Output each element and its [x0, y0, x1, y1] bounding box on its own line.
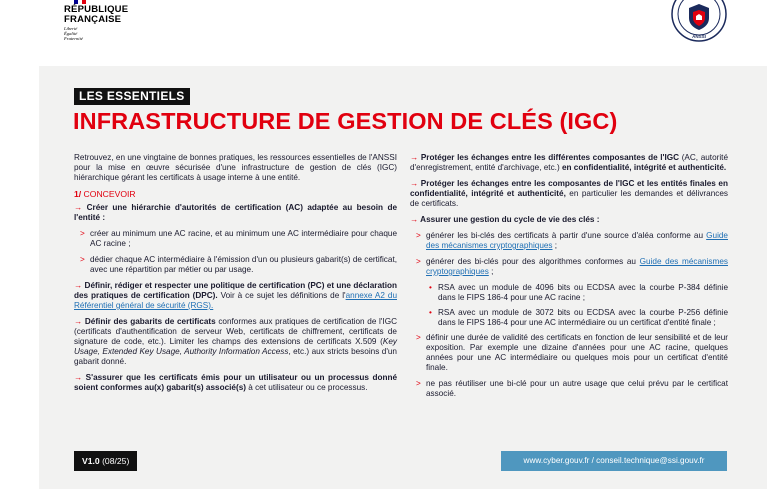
arrow-right-icon: →	[410, 179, 421, 188]
practice-bold: en confidentialité, intégrité et authenticité.	[561, 163, 727, 172]
sub-item-end: ;	[552, 241, 558, 250]
chevron-right-icon: >	[416, 257, 421, 266]
logo-line-2: FRANÇAISE	[64, 14, 122, 25]
republic-motto	[64, 26, 83, 42]
chevron-right-icon: >	[416, 333, 421, 342]
section-heading	[74, 189, 397, 199]
practice-text: (AC, autorité d'enregistrement, entité d'archivage, etc.)	[410, 153, 729, 172]
practice-text: conformes aux pratiques de certification de l'IGC (certificats d'authentification de serveur Web, certificats de chiffrement, certificats de signature de code, etc.). Limiter les champs des extensions de certificats X.509 (	[74, 317, 397, 346]
practice-item	[410, 179, 728, 209]
arrow-right-icon: →	[74, 281, 85, 290]
version-number: V1.0	[82, 456, 100, 466]
right-column	[410, 153, 728, 405]
bullet-icon: •	[429, 283, 432, 292]
intro-paragraph: Retrouvez, en une vingtaine de bonnes pratiques, les ressources essentielles de l'ANSSI pour la mise en œuvre sécurisée d'une infrastructure de gestion de clés (IGC) hiérarchique gérant les certificats à usage interne à une entité.	[74, 153, 397, 182]
seal-label: ANSSI	[692, 34, 706, 39]
bullet-text: RSA avec un module de 3072 bits ou ECDSA avec la courbe P-256 définie dans le FIPS 186-4 pour une AC intermédiaire ou un certificat d'entité finale ;	[438, 308, 728, 327]
sub-item-text: générer des bi-clés pour des algorithmes conformes au	[426, 257, 640, 266]
section-number: 1/	[74, 189, 82, 199]
practice-bold: Définir des gabarits de certificats	[84, 317, 216, 326]
practice-text: Voir à ce sujet les définitions de l'	[217, 291, 346, 300]
sub-item-text: générer les bi-clés des certificats à partir d'une source d'aléa conforme au	[426, 231, 707, 240]
motto-liberte: Liberté	[64, 26, 78, 31]
sub-item	[410, 231, 728, 251]
section-label: CONCEVOIR	[81, 189, 136, 199]
sub-item-text: ne pas réutiliser une bi-clé pour un autre usage que celui prévu par le certificat associé.	[426, 379, 728, 398]
practice-bold: Assurer une gestion du cycle de vie des clés :	[420, 215, 600, 224]
chevron-right-icon: >	[416, 379, 421, 388]
crypto-guide-link[interactable]: Guide des mécanismes cryptographiques	[426, 257, 728, 276]
sub-item-end: ;	[488, 267, 494, 276]
header	[0, 0, 767, 62]
sub-item	[410, 379, 728, 399]
anssi-seal-icon	[671, 0, 727, 42]
republique-francaise-logo	[64, 5, 128, 25]
sub-item-text: définir une durée de validité des certificats en fonction de leur sensibilité et de leur exposition. Par exemple une dizaine d'années pour une AC racine, quelques années pour une AC intermédiaire ou quelques mois pour un certificat d'entité finale.	[426, 333, 728, 372]
practice-bold: Protéger les échanges entre les différentes composantes de l'IGC	[420, 153, 680, 162]
sub-item-text: créer au minimum une AC racine, et au minimum une AC intermédiaire pour chaque AC racine ;	[90, 229, 397, 248]
arrow-right-icon: →	[74, 317, 85, 326]
motto-egalite: Égalité	[64, 31, 78, 37]
practice-item	[410, 153, 728, 173]
practice-text: à cet utilisateur ou ce processus.	[245, 383, 368, 392]
practice-text: , etc.) aux stricts besoins d'un gabarit donné.	[74, 347, 397, 366]
practice-italic: Key Usage, Extended Key Usage, Authority Information Access	[74, 337, 397, 356]
practice-item	[74, 203, 397, 223]
logo-line-1: RÉPUBLIQUE	[64, 4, 129, 15]
bullet-icon: •	[429, 308, 432, 317]
sub-item	[410, 333, 728, 373]
arrow-right-icon: →	[74, 373, 86, 382]
crypto-guide-link[interactable]: Guide des mécanismes cryptographiques	[426, 231, 728, 250]
chevron-right-icon: >	[416, 231, 421, 240]
version-date: (08/25)	[99, 456, 130, 466]
sub-item	[74, 255, 397, 275]
essentials-tag: LES ESSENTIELS	[74, 88, 190, 105]
practice-text: en particulier les demandes et délivrances de certificats.	[410, 189, 728, 208]
version-badge	[74, 451, 137, 471]
bullet-item	[410, 308, 728, 328]
sub-item-text: dédier chaque AC intermédiaire à l'émission d'un ou plusieurs gabarit(s) de certificat, avec une répartition par métier ou par usage.	[90, 255, 397, 274]
chevron-right-icon: >	[80, 229, 85, 238]
bullet-item	[410, 283, 728, 303]
practice-item	[74, 317, 397, 367]
practice-bold: Définir, rédiger et respecter une politique de certification (PC) et une déclaration des pratiques de certification (DPC).	[74, 281, 397, 300]
arrow-right-icon: →	[410, 153, 421, 162]
arrow-right-icon: →	[410, 215, 421, 224]
practice-item	[74, 373, 397, 393]
rgs-annex-link[interactable]: annexe A2 du Référentiel général de sécurité (RGS).	[74, 291, 397, 310]
arrow-right-icon: →	[74, 203, 87, 212]
bullet-text: RSA avec un module de 4096 bits ou ECDSA avec la courbe P-384 définie dans le FIPS 186-4 pour une AC racine ;	[438, 283, 728, 302]
practice-item	[74, 281, 397, 311]
sub-item	[74, 229, 397, 249]
chevron-right-icon: >	[80, 255, 85, 264]
motto-fraternite: Fraternité	[64, 36, 83, 42]
practice-item	[410, 215, 728, 225]
page-title: INFRASTRUCTURE DE GESTION DE CLÉS (IGC)	[73, 108, 618, 134]
practice-bold: Créer une hiérarchie d'autorités de certification (AC) adaptée au besoin de l'entité :	[74, 203, 397, 222]
practice-bold: Protéger les échanges entre les composantes de l'IGC et les entités finales en confidentialité, intégrité et authenticité,	[410, 179, 728, 198]
sub-item	[410, 257, 728, 277]
left-column	[74, 153, 397, 399]
practice-bold: S'assurer que les certificats émis pour un utilisateur ou un processus donné soient conformes au(x) gabarit(s) associé(s)	[74, 373, 398, 392]
contact-banner[interactable]: www.cyber.gouv.fr / conseil.technique@ssi.gouv.fr	[501, 451, 727, 471]
